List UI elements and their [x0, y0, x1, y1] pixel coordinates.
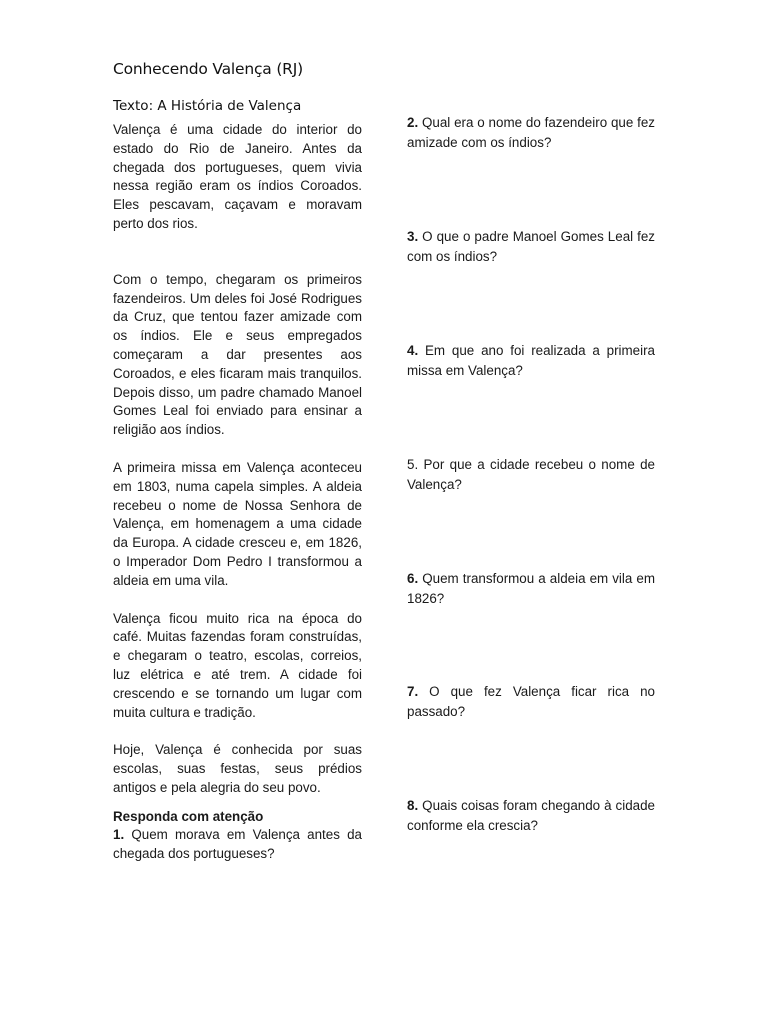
section-heading: Responda com atenção [113, 808, 264, 824]
question-number: 1. [113, 826, 125, 842]
question-3 [407, 227, 655, 267]
question-text: Qual era o nome do fazendeiro que fez amizade com os índios? [407, 115, 655, 150]
question-text: Quem transformou a aldeia em vila em 1826? [407, 571, 655, 606]
question-4 [407, 341, 655, 381]
question-text: Quem morava em Valença antes da chegada dos portugueses? [113, 826, 362, 861]
question-1 [113, 826, 362, 864]
page-title: Conhecendo Valença (RJ) [113, 60, 303, 78]
question-5 [407, 455, 655, 495]
paragraph-1: Valença é uma cidade do interior do estado do Rio de Janeiro. Antes da chegada dos portugueses, quem vivia nessa região eram os índios Coroados. Eles pescavam, caçavam e moravam perto dos rios. [113, 122, 362, 231]
question-number: 4. [407, 343, 419, 358]
question-text: O que fez Valença ficar rica no passado? [407, 684, 655, 719]
question-number: 8. [407, 798, 419, 813]
left-column [113, 121, 362, 863]
paragraph-4: Valença ficou muito rica na época do café. Muitas fazendas foram construídas, e chegaram o teatro, escolas, correios, luz elétrica e até trem. A cidade foi crescendo e se tornando um lugar com muita cultura e tradição. [113, 610, 362, 720]
question-number: 7. [407, 684, 419, 699]
question-8 [407, 796, 655, 836]
question-number: 6. [407, 571, 419, 586]
question-number: 3. [407, 229, 419, 244]
paragraph-5: Hoje, Valença é conhecida por suas escolas, suas festas, seus prédios antigos e pela alegria do seu povo. [113, 742, 362, 795]
question-6 [407, 569, 655, 609]
question-text: Quais coisas foram chegando à cidade conforme ela crescia? [407, 798, 655, 833]
question-text: O que o padre Manoel Gomes Leal fez com os índios? [407, 229, 655, 264]
question-7 [407, 682, 655, 722]
paragraph-3: A primeira missa em Valença aconteceu em 1803, numa capela simples. A aldeia recebeu o nome de Nossa Senhora de Valença, em homenagem a uma cidade da Europa. A cidade cresceu e, em 1826, o Imperador Dom Pedro I transformou a aldeia em uma vila. [113, 459, 362, 588]
paragraph-2: Com o tempo, chegaram os primeiros fazendeiros. Um deles foi José Rodrigues da Cruz, que tentou fazer amizade com os índios. Ele e seus empregados começaram a dar presentes aos Coroados, e eles ficaram mais tranquilos. Depois disso, um padre chamado Manoel Gomes Leal foi enviado para ensinar a religião aos índios. [113, 271, 362, 438]
question-text: Em que ano foi realizada a primeira missa em Valença? [407, 343, 655, 378]
question-text: 5. Por que a cidade recebeu o nome de Valença? [407, 457, 655, 492]
question-number: 2. [407, 115, 419, 130]
question-2 [407, 113, 655, 153]
text-subtitle: Texto: A História de Valença [113, 98, 302, 114]
